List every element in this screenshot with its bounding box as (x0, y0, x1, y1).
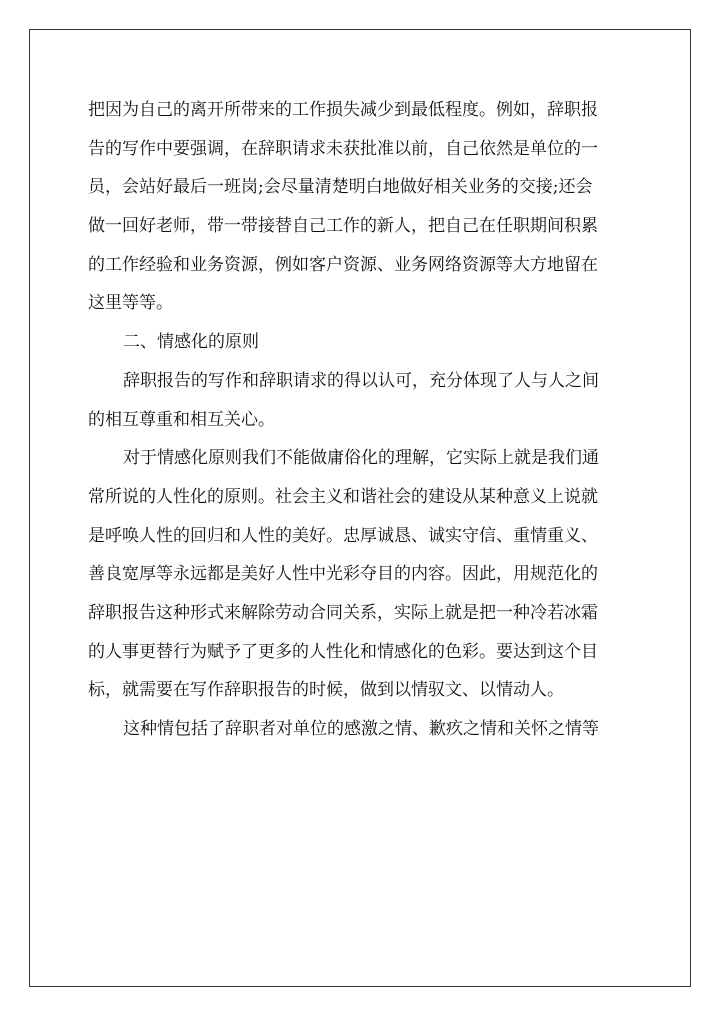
text-line: 是呼唤人性的回归和人性的美好。忠厚诚恳、诚实守信、重情重义、 (88, 525, 598, 546)
text-line: 善良宽厚等永远都是美好人性中光彩夺目的内容。因此，用规范化的 (88, 564, 598, 585)
document-body (88, 91, 636, 749)
text-line: 常所说的人性化的原则。社会主义和谐社会的建设从某种意义上说就 (88, 486, 598, 507)
text-line: 告的写作中要强调，在辞职请求未获批准以前，自己依然是单位的一 (88, 138, 598, 159)
text-line: 的相互尊重和相互关心。 (88, 409, 275, 430)
text-line: 的工作经验和业务资源，例如客户资源、业务网络资源等大方地留在 (88, 254, 598, 275)
section-heading: 二、情感化的原则 (123, 332, 259, 353)
text-line: 对于情感化原则我们不能做庸俗化的理解，它实际上就是我们通 (123, 448, 599, 469)
text-line: 辞职报告这种形式来解除劳动合同关系，实际上就是把一种冷若冰霜 (88, 602, 598, 623)
text-line: 标，就需要在写作辞职报告的时候，做到以情驭文、以情动人。 (88, 680, 564, 701)
text-line: 的人事更替行为赋予了更多的人性化和情感化的色彩。要达到这个目 (88, 641, 598, 662)
text-line: 做一回好老师，带一带接替自己工作的新人，把自己在任职期间积累 (88, 216, 598, 237)
text-line: 员，会站好最后一班岗;会尽量清楚明白地做好相关业务的交接;还会 (88, 177, 593, 198)
text-line: 把因为自己的离开所带来的工作损失减少到最低程度。例如，辞职报 (88, 100, 598, 120)
text-line: 辞职报告的写作和辞职请求的得以认可，充分体现了人与人之间 (123, 370, 599, 391)
text-line: 这里等等。 (88, 293, 173, 314)
text-line: 这种情包括了辞职者对单位的感激之情、歉疚之情和关怀之情等 (123, 719, 599, 739)
